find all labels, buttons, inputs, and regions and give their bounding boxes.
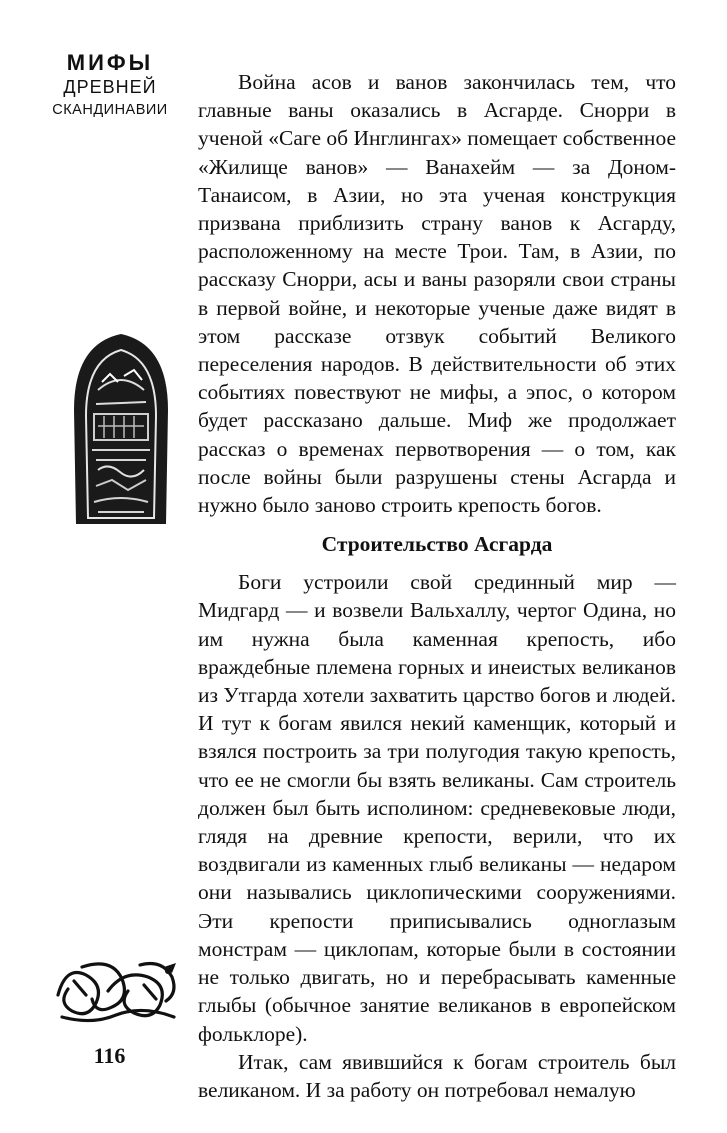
paragraph-3: Итак, сам явившийся к богам строитель был великаном. И за работу он потребовал немалую <box>198 1049 676 1102</box>
main-text <box>198 68 676 1104</box>
running-head-line3: СКАНДИНАВИИ <box>52 101 168 118</box>
running-head-line2: ДРЕВНЕЙ <box>63 77 157 98</box>
running-head-block <box>40 50 180 119</box>
page-number: 116 <box>93 1043 126 1068</box>
paragraph-1: Война асов и ванов закончилась тем, что главные ваны оказались в Асгарде. Снорри в ученой «Саге об Инглингах» помещает собственное «Жилище ванов» — Ванахейм — за Доном-Танаисом, в Азии, но эта ученая конструкция призвана приблизить страну ванов к Асгарду, расположенному на месте Трои. Там, в Азии, по рассказу Снорри, асы и ваны разоряли свои страны в первой войне, и некоторые ученые даже видят в этом рассказе отзвук событий Великого переселения народов. В действительности об этих событиях повествуют не мифы, а эпос, о котором будет рассказано дальше. Миф же продолжает рассказ о временах первотворения — о том, как после войны были разрушены стены Асгарда и нужно было заново строить крепость богов. <box>198 70 676 518</box>
paragraph-2: Боги устроили свой срединный мир — Мидгард — и возвели Вальхаллу, чертог Одина, но им нужна была каменная крепость, ибо враждебные племена горных и инеистых великанов из Утгарда хотели захватить царство богов и людей. И тут к богам явился некий каменщик, который и взялся построить за три полугодия такую крепость, что ее не смогли бы взять великаны. Сам строитель должен был быть исполином: средневековые люди, глядя на древние крепости, верили, что их воздвигали из каменных глыб великаны — недаром они назывались циклопическими сооружениями. Эти крепости приписывались одноглазым монстрам — циклопам, которые были в состоянии не только двигать, но и перебрасывать каменные глыбы (обычное занятие великанов в европейском фольклоре). <box>198 570 676 1046</box>
knotwork-ornament-icon <box>52 955 180 1025</box>
runestone-icon <box>68 330 174 526</box>
section-heading: Строительство Асгарда <box>321 532 553 557</box>
running-head <box>40 50 180 119</box>
running-head-line1: МИФЫ <box>66 50 154 75</box>
